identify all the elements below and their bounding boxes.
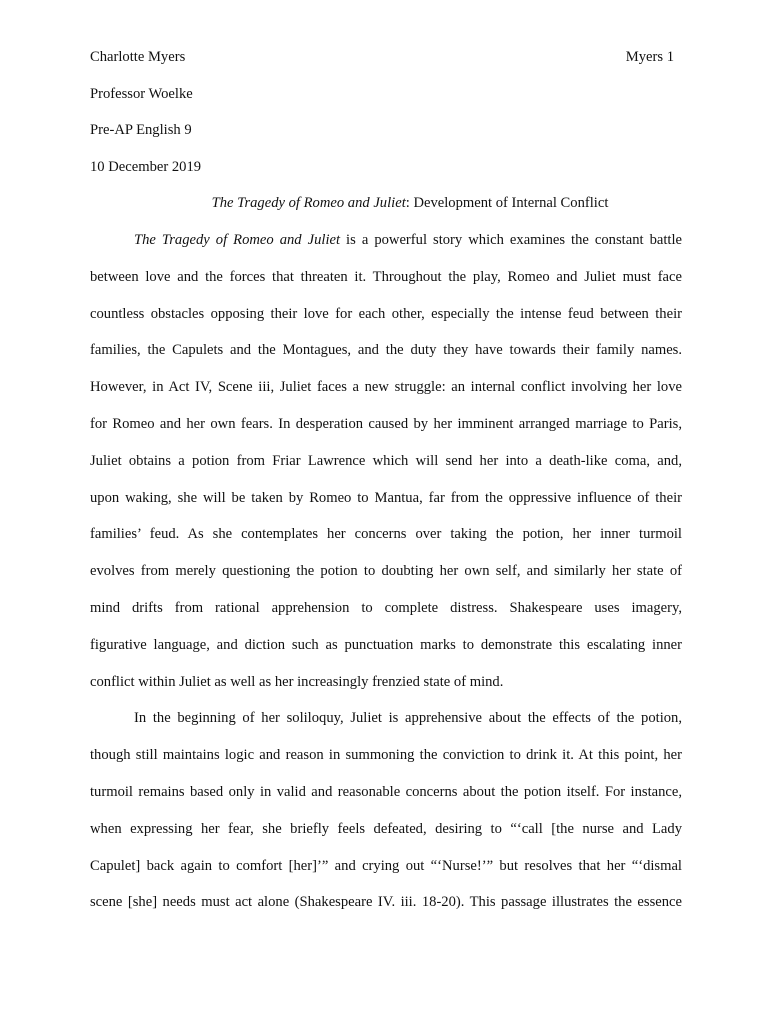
paragraph-line: evolves from merely questioning the potion to doubting her own self, and similarly her state of (90, 563, 682, 580)
paragraph-line: families’ feud. As she contemplates her concerns over taking the potion, her inner turmoil (90, 526, 682, 543)
paragraph-line: Juliet obtains a potion from Friar Lawrence which will send her into a death-like coma, and, (90, 452, 682, 469)
paragraph-line: countless obstacles opposing their love for each other, especially the intense feud between their (90, 305, 682, 322)
title-italic: The Tragedy of Romeo and Juliet (211, 195, 406, 211)
play-title-italic: The Tragedy of Romeo and Juliet (134, 232, 341, 248)
paragraph-line: Capulet] back again to comfort [her]’” and crying out “‘Nurse!’” but resolves that her “‘dismal (90, 857, 682, 874)
course-name: Pre-AP English 9 (90, 122, 192, 138)
header-page-number: Myers 1 (625, 49, 674, 65)
header-author: Charlotte Myers (90, 49, 186, 65)
paragraph-line: figurative language, and diction such as punctuation marks to demonstrate this escalating inner (90, 636, 682, 653)
paragraph-line: between love and the forces that threaten it. Throughout the play, Romeo and Juliet must face (90, 268, 682, 285)
paragraph-line: scene [she] needs must act alone (Shakespeare IV. iii. 18-20). This passage illustrates the essence (90, 894, 682, 911)
essay-title (90, 193, 730, 213)
paragraph-line: mind drifts from rational apprehension to complete distress. Shakespeare uses imagery, (90, 599, 682, 616)
paragraph-line: upon waking, she will be taken by Romeo to Mantua, far from the oppressive influence of their (90, 489, 682, 506)
paragraph-line: However, in Act IV, Scene iii, Juliet faces a new struggle: an internal conflict involving her love (90, 379, 682, 396)
paragraph-line: turmoil remains based only in valid and reasonable concerns about the potion itself. For instance, (90, 783, 682, 800)
professor-name: Professor Woelke (90, 86, 193, 102)
paragraph-line: conflict within Juliet as well as her increasingly frenzied state of mind. (90, 673, 504, 690)
paragraph-line: though still maintains logic and reason in summoning the conviction to drink it. At this point, her (90, 747, 682, 764)
essay-date: 10 December 2019 (90, 159, 202, 175)
paragraph-line: The Tragedy of Romeo and Juliet is a powerful story which examines the constant battle (134, 232, 682, 248)
title-rest: : Development of Internal Conflict (405, 195, 609, 211)
essay-body (90, 230, 682, 929)
running-header (90, 47, 674, 67)
paragraph-line: families, the Capulets and the Montagues, and the duty they have towards their family names. (90, 342, 682, 359)
paragraph-line: In the beginning of her soliloquy, Juliet is apprehensive about the effects of the potion, (134, 710, 682, 727)
paragraph-line: for Romeo and her own fears. In desperation caused by her imminent arranged marriage to Paris, (90, 415, 682, 432)
paragraph-line: when expressing her fear, she briefly feels defeated, desiring to “‘call [the nurse and Lady (90, 820, 682, 837)
